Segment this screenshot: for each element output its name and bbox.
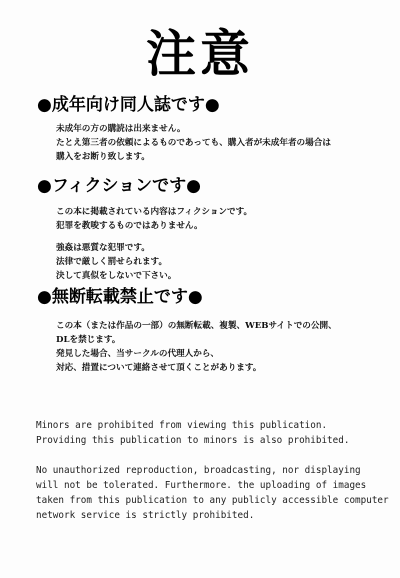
text-line: この本に掲載されている内容はフィクションです。 — [56, 207, 253, 217]
english-notice-reproduction — [36, 463, 389, 523]
text-line: will not be tolerated. Furthermore. the uploading of images — [36, 480, 367, 491]
text-line: 決して真似をしないで下さい。 — [56, 271, 177, 281]
page-title: 注意 — [146, 25, 254, 83]
section-heading-adult: ●成年向け同人誌です● — [37, 95, 220, 115]
section-heading-fiction: ●フィクションです● — [37, 176, 201, 196]
text-line: たとえ第三者の依頼によるものであっても、購入者が未成年者の場合は — [56, 138, 331, 148]
english-notice-minors — [36, 418, 386, 448]
text-line: No unauthorized reproduction, broadcasting, nor displaying — [36, 465, 361, 476]
text-line: 対応、措置について連絡させて頂くことがあります。 — [56, 363, 262, 373]
section-heading-no-reproduction: ●無断転載禁止です● — [37, 287, 203, 307]
section-fiction-paragraph-1 — [56, 205, 386, 233]
text-line: Providing this publication to minors is also prohibited. — [36, 435, 350, 446]
text-line: 犯罪を教唆するものではありません。 — [56, 221, 203, 231]
text-line: DLを禁じます。 — [56, 335, 121, 345]
text-line: 購入をお断り致します。 — [56, 152, 150, 162]
section-no-reproduction-paragraph — [56, 319, 386, 375]
text-line: Minors are prohibited from viewing this publication. — [36, 420, 328, 431]
text-line: 未成年の方の購読は出来ません。 — [56, 124, 186, 134]
text-line: 強姦は悪質な犯罪です。 — [56, 243, 150, 253]
text-line: 法律で厳しく罰せられます。 — [56, 257, 168, 267]
text-line: 発見した場合、当サークルの代理人から、 — [56, 349, 220, 359]
text-line: この本（または作品の一部）の無断転載、複製、WEBサイトでの公開、 — [56, 321, 337, 331]
section-adult-paragraph — [56, 122, 386, 164]
text-line: network service is strictly prohibited. — [36, 510, 255, 521]
section-fiction-paragraph-2 — [56, 241, 386, 283]
text-line: taken from this publication to any publicly accessible computer — [36, 495, 389, 506]
